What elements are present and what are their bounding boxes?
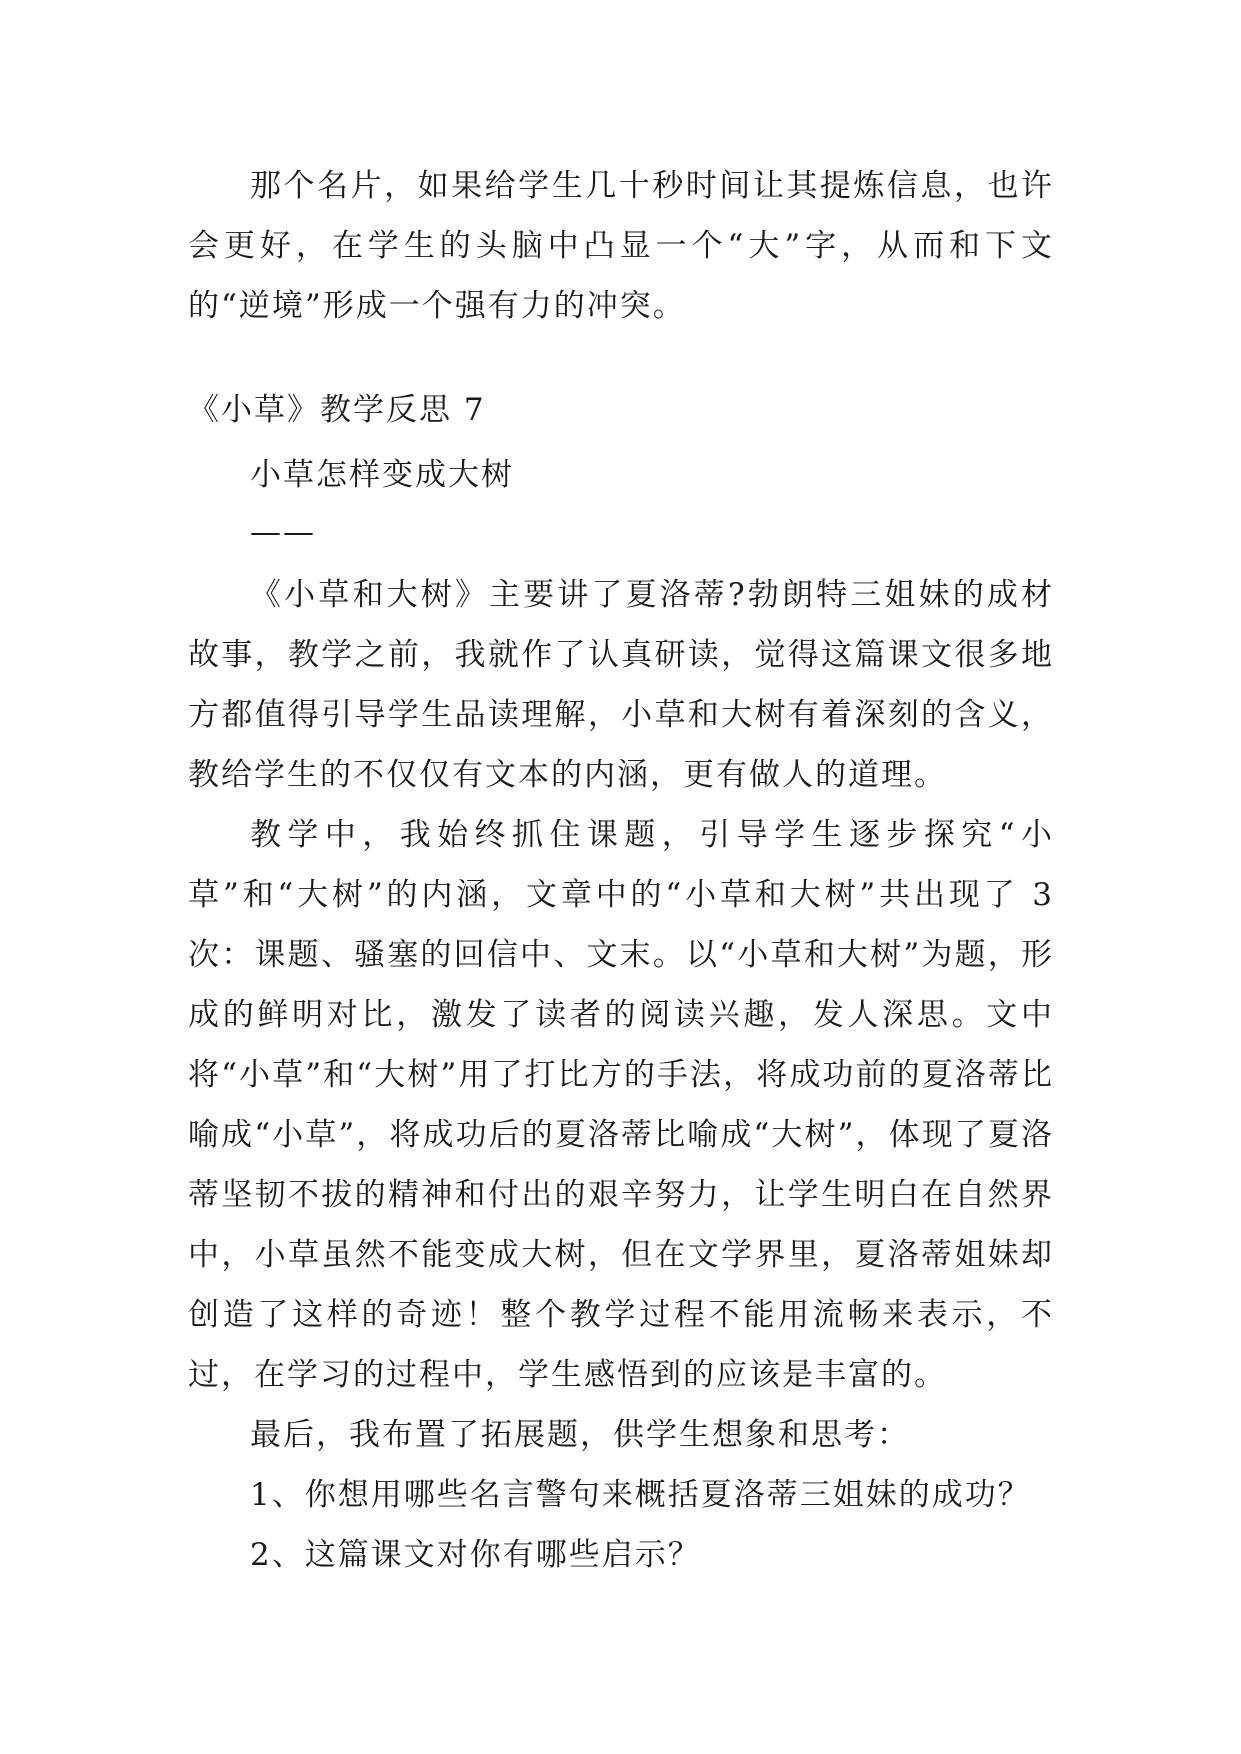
body-paragraph-2: 教学中，我始终抓住课题，引导学生逐步探究“小草”和“大树”的内涵，文章中的“小草和大树”共出现了 3 次：课题、骚塞的回信中、文末。以“小草和大树”为题，形成的鲜明对比，激发了读者的阅读兴趣，发人深思。文中将“小草”和“大树”用了打比方的手法，将成功前的夏洛蒂比喻成“小草”，将成功后的夏洛蒂比喻成“大树”，体现了夏洛蒂坚韧不拔的精神和付出的艰辛努力，让学生明白在自然界中，小草虽然不能变成大树，但在文学界里，夏洛蒂姐妹却创造了这样的奇迹！整个教学过程不能用流畅来表示，不过，在学习的过程中，学生感悟到的应该是丰富的。 (188, 817, 1054, 1393)
section-title: 《小草》教学反思 7 (188, 392, 486, 428)
subtitle: 小草怎样变成大树 (250, 457, 514, 493)
subtitle-dash: —— (250, 514, 316, 550)
question-item-2: 2、这篇课文对你有哪些启示？ (250, 1537, 701, 1573)
body-paragraph-3: 最后，我布置了拓展题，供学生想象和思考： (250, 1417, 910, 1453)
body-paragraph-1: 《小草和大树》主要讲了夏洛蒂?勃朗特三姐妹的成材故事，教学之前，我就作了认真研读，觉得这篇课文很多地方都值得引导学生品读理解，小草和大树有着深刻的含义，教给学生的不仅仅有文本的内涵，更有做人的道理。 (188, 577, 1054, 793)
question-item-1: 1、你想用哪些名言警句来概括夏洛蒂三姐妹的成功？ (250, 1477, 1031, 1513)
intro-paragraph: 那个名片，如果给学生几十秒时间让其提炼信息，也许会更好，在学生的头脑中凸显一个“大”字，从而和下文的“逆境”形成一个强有力的冲突。 (188, 168, 1054, 324)
